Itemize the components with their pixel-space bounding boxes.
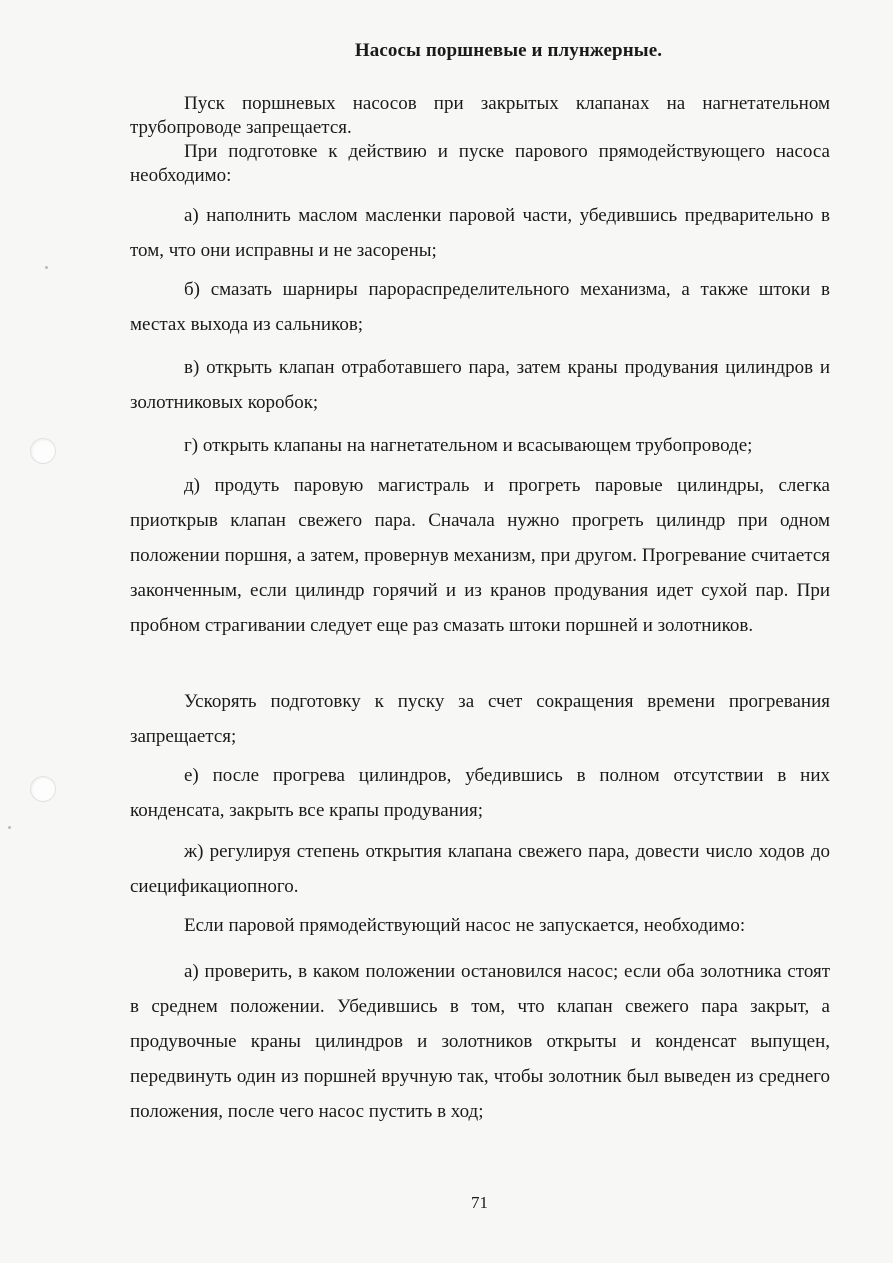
paragraph: При подготовке к действию и пуске парового прямодействующего насоса необходимо: [130,141,830,186]
list-item: е) после прогрева цилиндров, убедившись в полном отсутствии в них конденсата, закрыть все крапы продувания; [130,765,830,821]
section-title: Насосы поршневые и плунжерные. [354,40,663,61]
paragraph: Пуск поршневых насосов при закрытых клапанах на нагнетательном трубопроводе запрещается. [130,93,830,138]
punch-hole [30,438,56,464]
scan-speck [45,266,48,269]
paragraph: Если паровой прямодействующий насос не запускается, необходимо: [184,915,746,936]
punch-hole [30,776,56,802]
list-item: в) открыть клапан отработавшего пара, затем краны продувания цилиндров и золотниковых коробок; [130,357,830,413]
list-item: д) продуть паровую магистраль и прогреть паровые цилиндры, слегка приоткрыв клапан свежего пара. Сначала нужно прогреть цилиндр при одном положении поршня, а затем, провернув механизм, при другом. Прогревание считается законченным, если цилиндр горячий и из кранов продувания идет сухой пар. При пробном страгивании следует еще раз смазать штоки поршней и золотников. [130,475,830,636]
list-item: а) наполнить маслом масленки паровой части, убедившись предварительно в том, что они исправны и не засорены; [130,205,830,261]
list-item: г) открыть клапаны на нагнетательном и всасывающем трубопроводе; [184,435,753,456]
list-item: б) смазать шарниры парораспределительного механизма, а также штоки в местах выхода из сальников; [130,279,830,335]
list-item: а) проверить, в каком положении остановился насос; если оба золотника стоят в среднем положении. Убедившись в том, что клапан свежего пара закрыт, а продувочные краны цилиндров и золотников открыты и конденсат выпущен, передвинуть один из поршней вручную так, чтобы золотник был выведен из среднего положения, после чего насос пустить в ход; [130,961,830,1122]
paragraph: Ускорять подготовку к пуску за счет сокращения времени прогревания запрещается; [130,691,830,747]
list-item: ж) регулируя степень открытия клапана свежего пара, довести число ходов до сиецификациопного. [130,841,830,897]
scan-speck [8,826,11,829]
page-number: 71 [471,1193,488,1212]
